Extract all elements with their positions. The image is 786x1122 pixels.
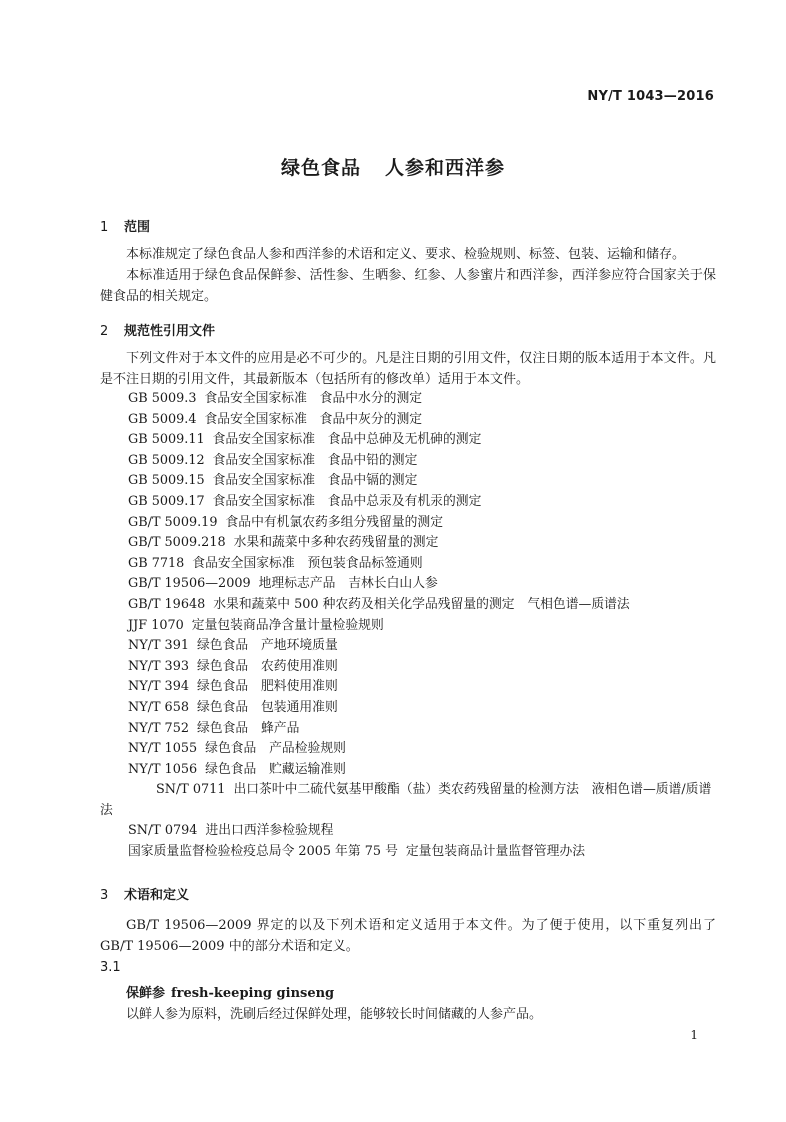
reference-code: GB 5009.4 [128,411,197,427]
reference-code: NY/T 391 [128,638,189,654]
reference-code: NY/T 393 [128,658,189,674]
reference-item [100,430,716,451]
reference-code: GB/T 19506—2009 [128,576,251,592]
reference-item [100,739,716,760]
section-3-heading [100,884,189,903]
reference-code: GB 5009.11 [128,432,205,448]
section-2-title: 规范性引用文件 [124,324,216,339]
reference-code: GB 5009.15 [128,473,205,489]
reference-code: SN/T 0711 [156,782,226,798]
reference-item [100,492,716,513]
reference-title: 食品安全国家标准 食品中灰分的测定 [204,411,423,427]
reference-title: 绿色食品 蜂产品 [197,720,300,736]
term-chinese: 保鲜参 [126,986,166,1001]
reference-title: 食品安全国家标准 食品中铅的测定 [212,452,418,468]
section-1-number: 1 [100,220,109,235]
section-3-number: 3 [100,888,109,903]
reference-title: 绿色食品 农药使用准则 [197,658,338,674]
reference-item [100,821,716,842]
reference-title: 食品安全国家标准 食品中水分的测定 [204,391,423,406]
reference-title: 绿色食品 肥料使用准则 [197,679,338,695]
reference-code: GB/T 5009.19 [128,514,218,530]
section-1-paragraph-2 [100,266,716,307]
section-3-intro [100,916,716,957]
reference-title: 食品安全国家标准 食品中总砷及无机砷的测定 [212,432,482,448]
reference-item [100,410,716,431]
reference-code: SN/T 0794 [128,823,198,839]
page-number: 1 [690,1028,698,1042]
reference-code: 国家质量监督检验检疫总局令 2005 年第 75 号 [128,844,398,860]
reference-item [100,595,716,616]
reference-item [100,719,716,740]
section-2-intro [100,349,716,390]
reference-title: 绿色食品 产地环境质量 [197,638,338,654]
reference-item [100,533,716,554]
reference-item [100,760,716,781]
section-1-paragraph-2-text: 本标准适用于绿色食品保鲜参、活性参、生晒参、红参、人参蜜片和西洋参，西洋参应符合国家关于保健食品的相关规定。 [100,268,716,304]
reference-code: GB 7718 [128,555,185,571]
term-definition: 以鲜人参为原料，洗刷后经过保鲜处理，能够较长时间储藏的人参产品。 [126,1007,543,1022]
reference-item [100,698,716,719]
reference-title: 定量包装商品计量监督管理办法 [405,844,586,860]
reference-title: 食品中有机氯农药多组分残留量的测定 [225,514,444,530]
reference-item [100,842,716,863]
reference-title: 水果和蔬菜中 500 种农药及相关化学品残留量的测定 气相色谱—质谱法 [213,596,630,612]
section-1-heading [100,216,150,235]
section-2-heading [100,320,215,339]
reference-code: NY/T 394 [128,679,189,695]
reference-title: 绿色食品 贮藏运输准则 [205,761,346,777]
section-3-title: 术语和定义 [124,888,190,903]
reference-item [100,389,716,410]
reference-title: 定量包装商品净含量计量检验规则 [191,617,384,633]
reference-title: 出口茶叶中二硫代氨基甲酸酯（盐）类农药残留量的检测方法 液相色谱—质谱/质谱法 [100,782,712,818]
reference-title: 食品安全国家标准 食品中镉的测定 [212,473,418,489]
reference-item [100,780,716,821]
reference-title: 进出口西洋参检验规程 [205,823,334,839]
reference-item [100,616,716,637]
reference-item [100,574,716,595]
section-1-paragraph-1-text: 本标准规定了绿色食品人参和西洋参的术语和定义、要求、检验规则、标签、包装、运输和储存。 [126,247,686,262]
reference-code: NY/T 658 [128,699,189,715]
reference-title: 绿色食品 产品检验规则 [205,741,346,757]
reference-code: NY/T 1056 [128,761,198,777]
term-heading [126,982,334,1001]
title-part-2: 人参和西洋参 [385,157,506,179]
title-part-1: 绿色食品 [280,157,361,179]
normative-references-list [100,389,716,863]
reference-item [100,554,716,575]
subclause-number: 3.1 [100,960,121,975]
reference-item [100,657,716,678]
document-title [0,153,786,180]
reference-code: GB 5009.12 [128,452,205,468]
reference-title: 地理标志产品 吉林长白山人参 [258,576,438,592]
term-english: fresh-keeping ginseng [171,986,335,1001]
reference-code: GB/T 19648 [128,596,206,612]
section-2-intro-text: 下列文件对于本文件的应用是必不可少的。凡是注日期的引用文件，仅注日期的版本适用于本文件。凡是不注日期的引用文件，其最新版本（包括所有的修改单）适用于本文件。 [100,351,716,387]
section-3-intro-text: GB/T 19506—2009 界定的以及下列术语和定义适用于本文件。为了便于使用，以下重复列出了 GB/T 19506—2009 中的部分术语和定义。 [100,918,716,954]
reference-code: NY/T 752 [128,720,189,736]
standard-code: NY/T 1043—2016 [587,89,714,104]
reference-code: GB 5009.3 [128,391,197,406]
reference-title: 食品安全国家标准 食品中总汞及有机汞的测定 [212,493,482,509]
reference-code: GB 5009.17 [128,493,205,509]
section-2-number: 2 [100,324,109,339]
reference-item [100,636,716,657]
reference-title: 水果和蔬菜中多种农药残留量的测定 [233,535,439,551]
reference-code: GB/T 5009.218 [128,535,226,551]
reference-item [100,471,716,492]
reference-code: JJF 1070 [128,617,184,633]
reference-item [100,513,716,534]
reference-item [100,677,716,698]
reference-title: 食品安全国家标准 预包装食品标签通则 [192,555,423,571]
reference-title: 绿色食品 包装通用准则 [197,699,338,715]
section-1-paragraph-1 [100,245,716,266]
reference-code: NY/T 1055 [128,741,198,757]
reference-item [100,451,716,472]
section-1-title: 范围 [124,220,151,235]
